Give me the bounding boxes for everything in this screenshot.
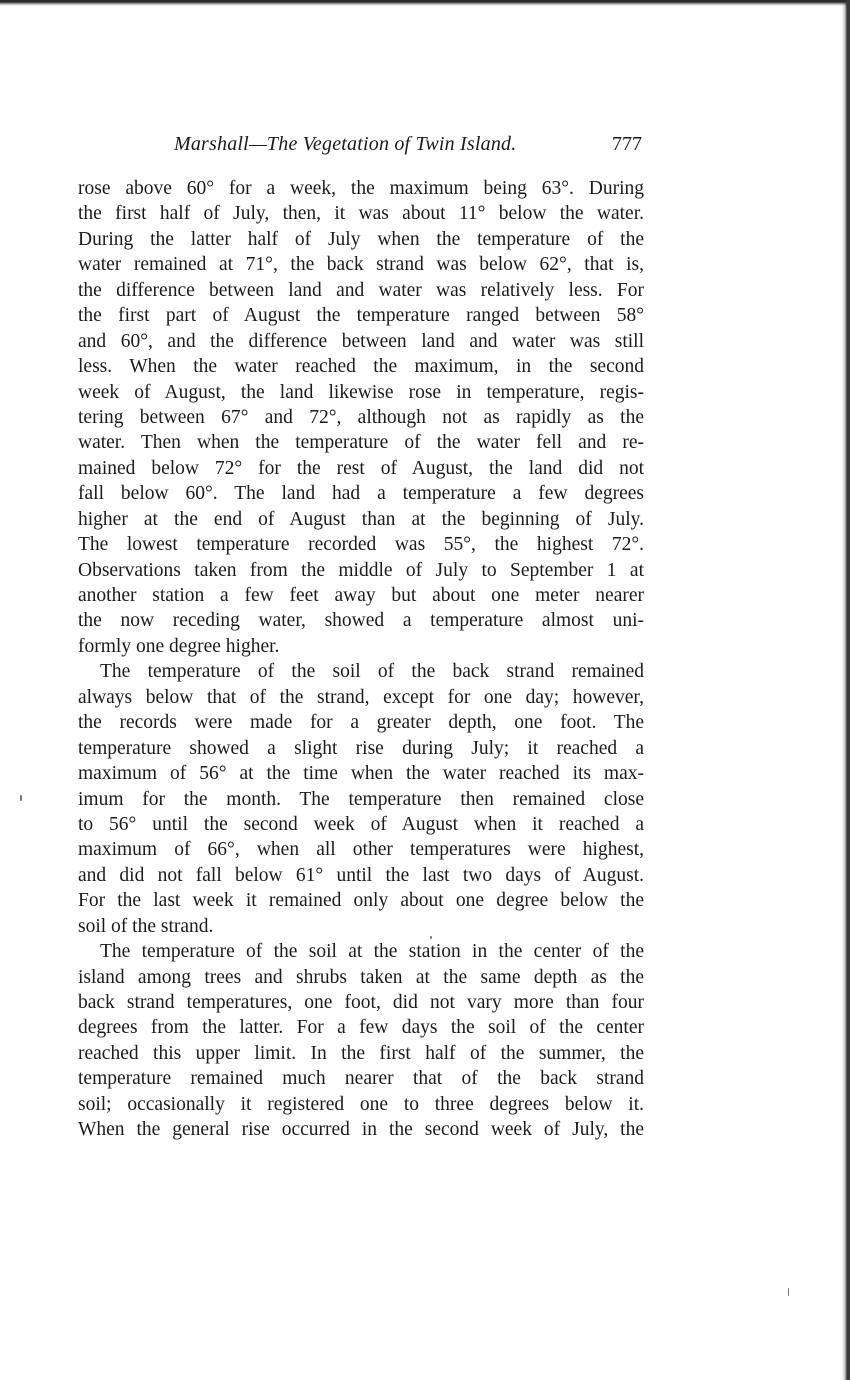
scan-speck (20, 795, 22, 801)
text-line: water remained at 71°, the back strand was below 62°, that is, (78, 254, 644, 276)
body-text (78, 176, 644, 1143)
paragraph-2 (78, 659, 644, 939)
text-line: reached this upper limit. In the first half of the summer, the (78, 1042, 644, 1064)
paragraph-1 (78, 176, 644, 659)
text-line: the records were made for a greater depth, one foot. The (78, 712, 644, 734)
text-line: the difference between land and water was relatively less. For (78, 279, 644, 301)
text-line: island among trees and shrubs taken at the same depth as the (78, 966, 644, 988)
text-line: water. Then when the temperature of the water fell and re- (78, 432, 644, 454)
running-head: Marshall—The Vegetation of Twin Island. (174, 133, 517, 155)
scan-speck (788, 1288, 789, 1296)
text-line: The temperature of the soil at the station in the center of the (100, 941, 644, 963)
text-line: soil; occasionally it registered one to three degrees below it. (78, 1093, 644, 1115)
page-number: 777 (612, 133, 642, 155)
text-line: maximum of 56° at the time when the water reached its max- (78, 763, 644, 785)
text-line: to 56° until the second week of August when it reached a (78, 813, 644, 835)
text-line: rose above 60° for a week, the maximum being 63°. During (78, 178, 644, 199)
text-line: formly one degree higher. (78, 635, 280, 657)
text-line: fall below 60°. The land had a temperature a few degrees (78, 483, 644, 505)
text-line: soil of the strand. (78, 915, 214, 937)
text-line: the first part of August the temperature ranged between 58° (78, 305, 644, 327)
text-line: the first half of July, then, it was about 11° below the water. (78, 203, 644, 225)
text-line: During the latter half of July when the temperature of the (78, 228, 644, 250)
text-line: temperature showed a slight rise during July; it reached a (78, 737, 644, 759)
text-line: temperature remained much nearer that of the back strand (78, 1068, 644, 1090)
text-line: another station a few feet away but about one meter nearer (78, 585, 644, 606)
text-line: The temperature of the soil of the back strand remained (100, 661, 644, 683)
text-line: always below that of the strand, except for one day; however, (78, 686, 644, 708)
text-line: and 60°, and the difference between land and water was still (78, 330, 644, 352)
text-line: maximum of 66°, when all other temperatures were highest, (78, 839, 644, 861)
text-line: higher at the end of August than at the beginning of July. (78, 508, 644, 530)
text-line: back strand temperatures, one foot, did not vary more than four (78, 992, 644, 1013)
text-line: Observations taken from the middle of July to September 1 at (78, 559, 644, 581)
text-line: The lowest temperature recorded was 55°, the highest 72°. (78, 534, 644, 556)
scan-speck (430, 936, 432, 939)
text-line: degrees from the latter. For a few days the soil of the center (78, 1017, 644, 1039)
text-line: imum for the month. The temperature then remained close (78, 788, 644, 810)
text-line: week of August, the land likewise rose in temperature, regis- (78, 381, 644, 403)
text-line: and did not fall below 61° until the last two days of August. (78, 864, 644, 886)
text-line: When the general rise occurred in the second week of July, the (78, 1119, 644, 1141)
paragraph-3 (78, 939, 644, 1143)
text-line: tering between 67° and 72°, although not as rapidly as the (78, 406, 644, 428)
scan-right-edge (842, 0, 850, 1380)
text-line: For the last week it remained only about one degree below the (78, 890, 644, 912)
scan-top-edge (0, 0, 850, 6)
text-line: less. When the water reached the maximum, in the second (78, 356, 644, 378)
text-line: mained below 72° for the rest of August, the land did not (78, 457, 644, 479)
page-header (78, 133, 644, 159)
text-line: the now receding water, showed a temperature almost uni- (78, 610, 644, 632)
